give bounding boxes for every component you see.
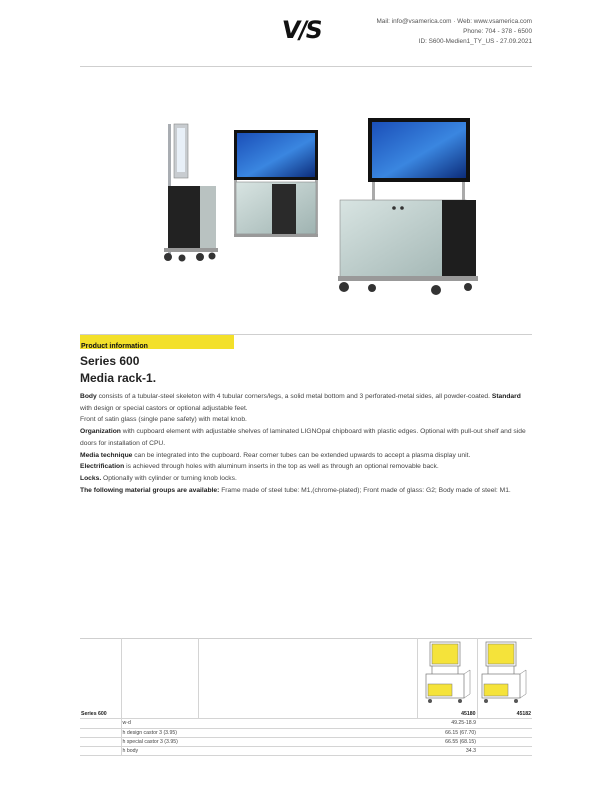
header-divider (80, 66, 532, 67)
row-label: w-d (121, 719, 198, 728)
model-45182-drawing (477, 638, 532, 710)
row-value: 34.3 (417, 747, 477, 756)
contact-mail-web: Mail: info@vsamerica.com · Web: www.vsamerica.com (376, 18, 532, 25)
rack-middle (234, 130, 318, 237)
model-45180-drawing (417, 638, 477, 710)
contact-phone: Phone: 704 - 378 - 6500 (463, 28, 532, 35)
desc-materials: The following material groups are available: Frame made of steel tube: M1,(chrome-plated); Front made of glass: G2; Body made of steel: M1. (80, 486, 511, 494)
desc-body: Body consists of a tubular-steel skeleton with 4 tubular corners/legs, a solid metal bottom and 3 perforated-metal sides, all powder-coated. Standard with design or special castors or optional adjustable feet. (80, 393, 521, 412)
product-photo (150, 118, 480, 298)
desc-locks: Locks. Optionally with cylinder or turning knob locks. (80, 474, 237, 482)
table-row (80, 728, 532, 737)
desc-organization: Organization with cupboard element with adjustable shelves of laminated LIGNOpal chipboard with plastic edges. Optional with pull-out shelf and side doors for installation of CPU. (80, 428, 526, 447)
rack-large (338, 118, 478, 295)
document-id: ID: S600-Medien1_TY_US - 27.09.2021 (418, 38, 532, 45)
row-value: 66.15 (67.70) (417, 728, 477, 737)
product-info-label: Product information (81, 343, 148, 350)
series-label: Series 600 (80, 710, 121, 719)
table-row (80, 719, 532, 728)
product-title: Media rack-1. (80, 371, 157, 385)
contact-info (376, 17, 532, 47)
rack-narrow (164, 124, 218, 262)
series-title: Series 600 (80, 354, 140, 368)
cabinet-drawing-icon (418, 638, 476, 708)
vs-logo: V/S (280, 16, 323, 44)
table-row (80, 747, 532, 756)
table-row (80, 737, 532, 746)
cabinet-drawing-icon (478, 638, 532, 708)
row-label: h body (121, 747, 198, 756)
model-45180-number: 45180 (417, 710, 477, 719)
product-description (80, 391, 528, 496)
row-value: 49.25-18.9 (417, 719, 477, 728)
table-series-row (80, 710, 532, 719)
desc-electrification: Electrification is achieved through holes with aluminum inserts in the top as well as through an optional removable back. (80, 463, 439, 471)
model-45182-number: 45182 (477, 710, 532, 719)
desc-media-technique: Media technique can be integrated into the cupboard. Rear corner tubes can be extended upwards to accept a plasma display unit. (80, 451, 471, 459)
row-label: h special castor 3 (3.95) (121, 737, 198, 746)
table-header-row (80, 638, 532, 710)
dimensions-table (80, 638, 532, 756)
row-value: 66.55 (68.15) (417, 737, 477, 746)
desc-front: Front of satin glass (single pane safety) with metal knob. (80, 416, 247, 424)
product-info-badge (80, 335, 234, 349)
row-label: h design castor 3 (3.95) (121, 728, 198, 737)
